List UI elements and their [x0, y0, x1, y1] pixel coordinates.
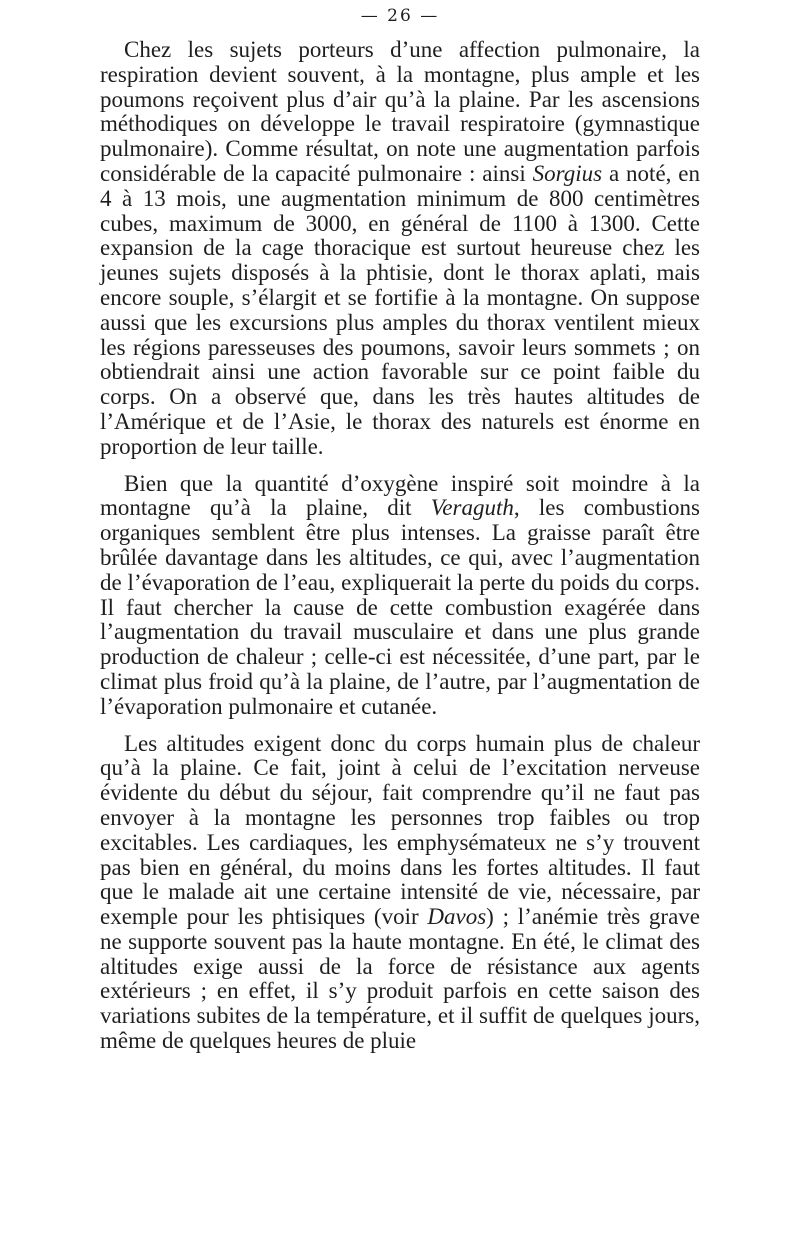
paragraph	[100, 472, 700, 720]
author-name-sorgius: Sorgius	[532, 160, 603, 186]
place-name-davos: Davos	[427, 904, 487, 930]
text-run: , les combustions organiques semblent être plus intenses. La graisse paraît être brûlée davantage dans les altitudes, ce qui, avec l’augmentation de l’évaporation de l’eau, expliquerait la perte du poids du corps. Il faut chercher la cause de cette combustion exagérée dans l’augmentation du travail musculaire et dans une plus grande production de chaleur ; celle-ci est nécessitée, d’une part, par le climat plus froid qu’à la plaine, de l’autre, par l’augmentation de l’évaporation pulmonaire et cutanée.	[100, 495, 700, 719]
text-run: Chez les sujets porteurs d’une affection pulmonaire, la respiration devient souvent, à la montagne, plus ample et les poumons reçoivent plus d’air qu’à la plaine. Par les ascensions méthodiques on développe le travail respiratoire (gymnastique pulmonaire). Comme résultat, on note une augmentation parfois considérable de la capacité pulmonaire : ainsi	[100, 37, 700, 186]
paragraph	[100, 732, 700, 1054]
text-run: Bien que la quantité d’oxygène inspiré soit moindre à la montagne qu’à la plaine, dit	[100, 470, 700, 521]
text-run: ) ; l’anémie très grave ne supporte souvent pas la haute montagne. En été, le climat des altitudes exige aussi de la force de résistance aux agents extérieurs ; en effet, il s’y produit parfois en cette saison des variations subites de la température, et il suffit de quelques jours, même de quelques heures de pluie	[100, 904, 700, 1054]
text-run: a noté, en 4 à 13 mois, une augmentation minimum de 800 centimètres cubes, maximum de 3000, en général de 1100 à 1300. Cette expansion de la cage thoracique est surtout heureuse chez les jeunes sujets disposés à la phtisie, dont le thorax aplati, mais encore souple, s’élargit et se fortifie à la montagne. On suppose aussi que les excursions plus amples du thorax ventilent mieux les régions paresseuses des poumons, savoir leurs sommets ; on obtiendrait ainsi une action favorable sur ce point faible du corps. On a observé que, dans les très hautes altitudes de l’Amérique et de l’Asie, le thorax des naturels est énorme en proportion de leur taille.	[100, 160, 700, 459]
page-number: — 26 —	[360, 6, 440, 26]
text-run: Les altitudes exigent donc du corps humain plus de chaleur qu’à la plaine. Ce fait, joint à celui de l’excitation nerveuse évidente du début du séjour, fait comprendre qu’il ne faut pas envoyer à la montagne les personnes trop faibles ou trop excitables. Les cardiaques, les emphysémateux ne s’y trouvent pas bien en général, du moins dans les fortes altitudes. Il faut que le malade ait une certaine intensité de vie, nécessaire, par exemple pour les phtisiques (voir	[100, 730, 700, 930]
body-text	[100, 38, 700, 1054]
author-name-veraguth: Veraguth	[430, 495, 514, 521]
paragraph	[100, 38, 700, 460]
